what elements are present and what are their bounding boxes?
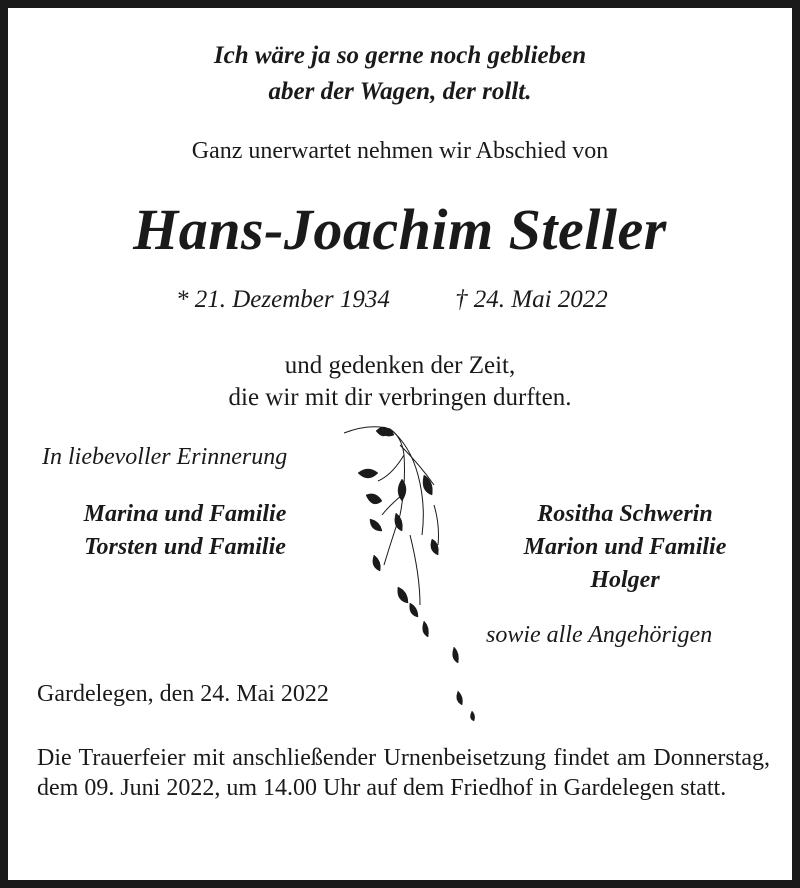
deceased-name: Hans-Joachim Steller [133,197,667,262]
ceremony-text: Die Trauerfeier mit anschließender Urnenbeisetzung findet am Donnerstag, dem 09. Juni 2022, um 14.00 Uhr auf dem Friedhof in Gardelegen statt. [37,745,770,801]
motto-line-2: aber der Wagen, der rollt. [268,78,532,105]
mourners-right [480,498,770,597]
intro-text: Ganz unerwartet nehmen wir Abschied von [191,138,609,164]
death-date: † 24. Mai 2022 [455,286,608,313]
birth-date: * 21. Dezember 1934 [176,286,390,313]
mourner-name: Marion und Familie [523,534,727,560]
place-date: Gardelegen, den 24. Mai 2022 [37,681,329,707]
mourner-name: Marina und Familie [83,501,287,527]
birch-leaves-icon [340,415,490,735]
remembrance-line-1: und gedenken der Zeit, [284,352,516,379]
mourner-name: Rositha Schwerin [537,501,713,527]
mourner-name: Holger [590,567,660,593]
in-memory-text: In liebevoller Erinnerung [42,444,288,470]
motto-line-1: Ich wäre ja so gerne noch geblieben [213,42,587,69]
relatives-text: sowie alle Angehörigen [486,622,713,648]
mourners-left [40,498,330,564]
remembrance-line-2: die wir mit dir verbringen durften. [228,384,572,411]
mourner-name: Torsten und Familie [84,534,286,560]
